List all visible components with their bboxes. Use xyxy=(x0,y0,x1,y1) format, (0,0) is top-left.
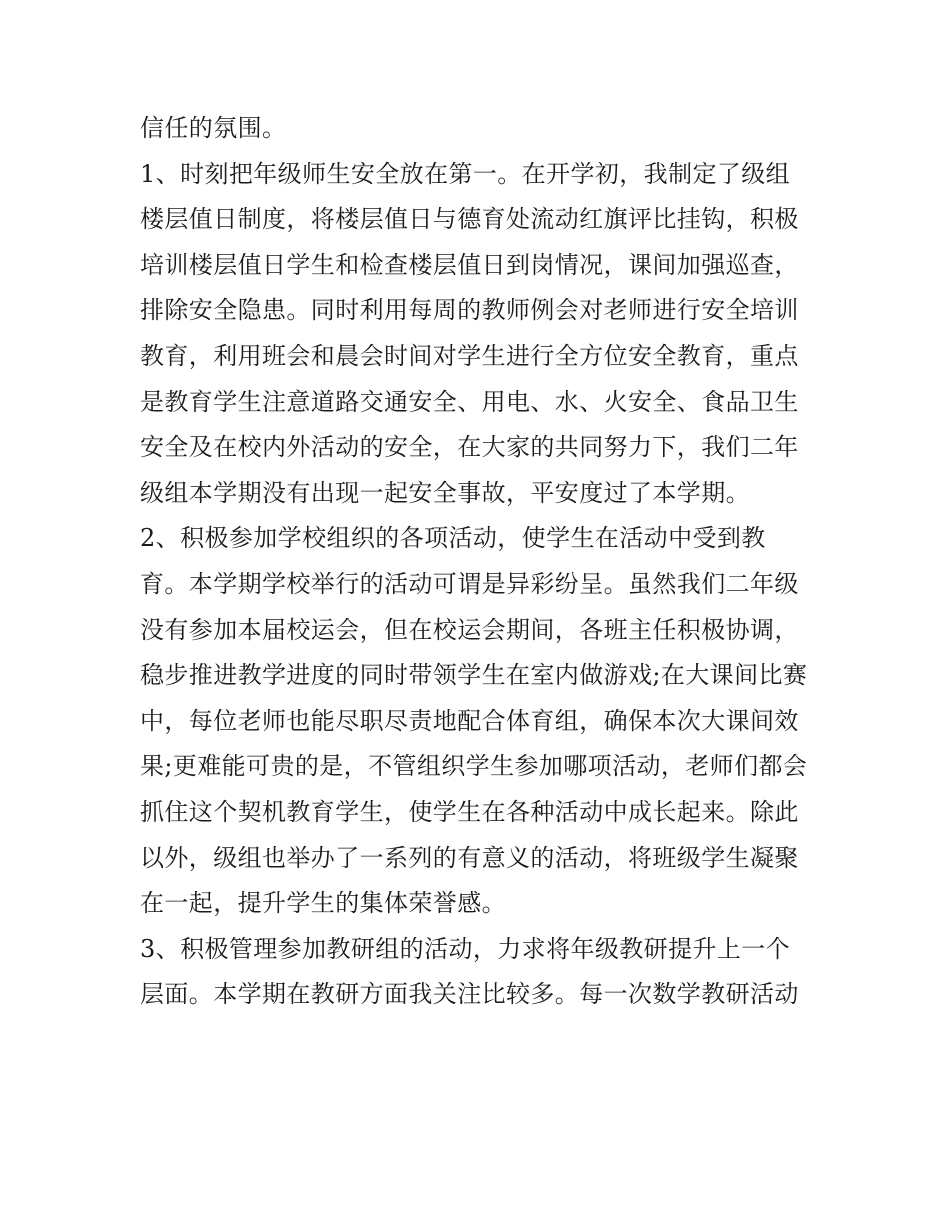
paragraph-teaching-research: 3、积极管理参加教研组的活动，力求将年级教研提升上一个层面。本学期在教研方面我关注比较多。每一次数学教研活动 xyxy=(140,934,799,1009)
paragraph-trust-atmosphere: 信任的氛围。 xyxy=(140,114,287,142)
paragraph-safety: 1、时刻把年级师生安全放在第一。在开学初，我制定了级组楼层值日制度，将楼层值日与德育处流动红旗评比挂钩，积极培训楼层值日学生和检查楼层值日到岗情况，课间加强巡查，排除安全隐患。同时利用每周的教师例会对老师进行安全培训教育，利用班会和晨会时间对学生进行全方位安全教育，重点是教育学生注意道路交通安全、用电、水、火安全、食品卫生安全及在校内外活动的安全，在大家的共同努力下，我们二年级组本学期没有出现一起安全事故，平安度过了本学期。 xyxy=(140,159,799,507)
document-body xyxy=(140,106,812,1018)
paragraph-activities: 2、积极参加学校组织的各项活动，使学生在活动中受到教育。本学期学校举行的活动可谓是异彩纷呈。虽然我们二年级没有参加本届校运会，但在校运会期间，各班主任积极协调，稳步推进教学进度的同时带领学生在室内做游戏;在大课间比赛中，每位老师也能尽职尽责地配合体育组，确保本次大课间效果;更难能可贵的是，不管组织学生参加哪项活动，老师们都会抓住这个契机教育学生，使学生在各种活动中成长起来。除此以外，级组也举办了一系列的有意义的活动，将班级学生凝聚在一起，提升学生的集体荣誉感。 xyxy=(140,524,808,918)
